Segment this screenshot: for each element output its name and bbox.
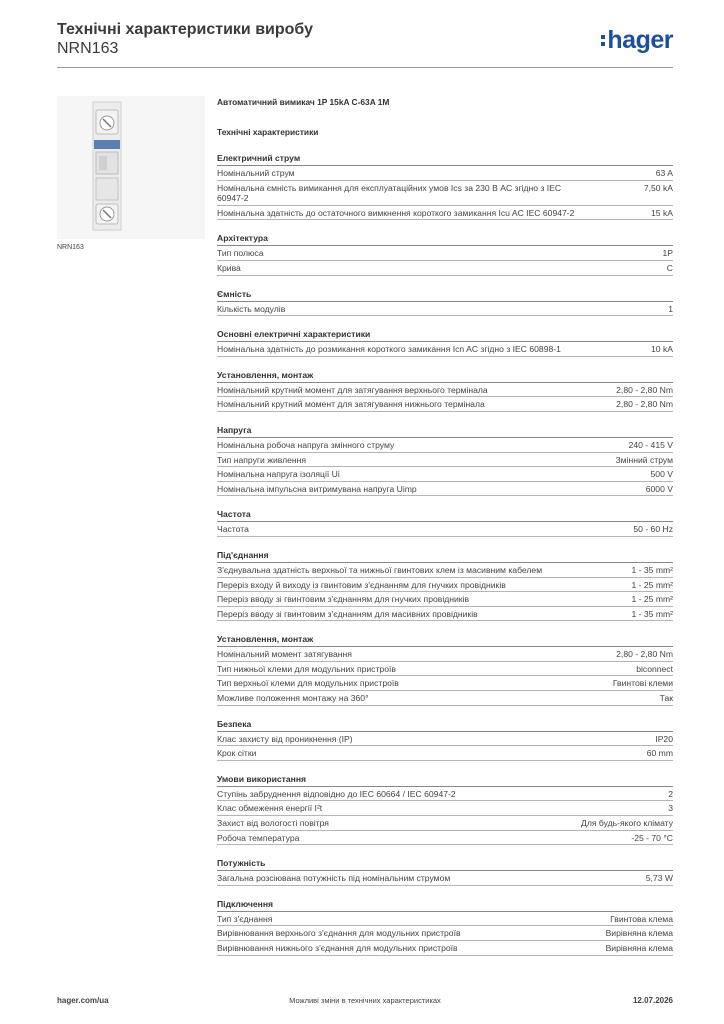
tech-specs-heading: Технічні характеристики: [217, 127, 319, 137]
product-image: [57, 96, 205, 239]
spec-row: [217, 246, 673, 261]
spec-section: [217, 508, 673, 537]
spec-label: Загальна розсіювана потужність під номінальним струмом: [217, 873, 451, 884]
spec-section: [217, 232, 673, 275]
spec-value: Так: [659, 693, 673, 704]
spec-label: Захист від вологості повітря: [217, 818, 329, 829]
product-code: NRN163: [57, 40, 119, 57]
spec-row: [217, 206, 673, 221]
spec-label: Можливе положення монтажу на 360°: [217, 693, 369, 704]
spec-row: [217, 691, 673, 706]
spec-row: [217, 467, 673, 482]
spec-value: 63 A: [655, 168, 673, 178]
spec-value: 60 mm: [646, 748, 673, 759]
footer-website: hager.com/ua: [57, 996, 109, 1005]
spec-section: [217, 369, 673, 412]
spec-label: Крива: [217, 262, 241, 273]
header-divider: [57, 67, 673, 68]
spec-row: [217, 746, 673, 761]
spec-label: Переріз входу й виходу із гвинтовим з'єднанням для гнучких провідників: [217, 579, 506, 590]
spec-row: [217, 522, 673, 537]
spec-value: C: [666, 262, 673, 273]
spec-value: 2,80 - 2,80 Nm: [616, 384, 673, 395]
spec-label: Тип нижньої клеми для модульних пристроїв: [217, 663, 396, 674]
spec-value: 500 V: [650, 469, 673, 480]
spec-label: З'єднувальна здатність верхньої та нижньої гвинтових клем із масивним кабелем: [217, 564, 543, 575]
spec-section: [217, 424, 673, 496]
spec-label: Номінальна здатність до розмикання короткого замикання Icn AC згідно з IEC 60898-1: [217, 344, 561, 355]
spec-row: [217, 563, 673, 578]
spec-value: 2,80 - 2,80 Nm: [616, 649, 673, 660]
spec-label: Номінальний струм: [217, 168, 295, 178]
footer-date: 12.07.2026: [632, 996, 673, 1005]
spec-label: Тип напруги живлення: [217, 454, 307, 465]
spec-label: Тип з'єднання: [217, 913, 273, 924]
spec-section: [217, 549, 673, 621]
spec-value: 7,50 kA: [643, 182, 673, 193]
section-title: Ємність: [217, 288, 673, 302]
spec-row: [217, 662, 673, 677]
spec-row: [217, 831, 673, 846]
section-title: Під'єднання: [217, 549, 673, 563]
spec-value: 1 - 35 mm²: [631, 608, 673, 619]
section-title: Потужність: [217, 857, 673, 871]
spec-label: Переріз вводу зі гвинтовим з'єднанням для гнучких провідників: [217, 594, 470, 605]
spec-row: [217, 453, 673, 468]
spec-row: [217, 816, 673, 831]
spec-section: [217, 857, 673, 886]
spec-section: [217, 288, 673, 317]
spec-label: Номінальна робоча напруга змінного струму: [217, 439, 395, 450]
spec-label: Тип верхньої клеми для модульних пристроїв: [217, 678, 399, 689]
spec-row: [217, 732, 673, 747]
spec-value: Змінний струм: [615, 454, 673, 465]
page-title: Технічні характеристики виробу: [57, 21, 313, 38]
spec-label: Тип полюса: [217, 248, 264, 259]
spec-value: 5,73 W: [645, 873, 673, 884]
spec-row: [217, 578, 673, 593]
spec-row: [217, 181, 673, 206]
section-title: Архітектура: [217, 232, 673, 246]
section-title: Електричний струм: [217, 152, 673, 166]
spec-value: 3: [668, 803, 673, 814]
spec-section: [217, 773, 673, 845]
spec-value: 15 kA: [651, 207, 673, 218]
spec-value: Для будь-якого клімату: [581, 818, 673, 829]
spec-label: Робоча температура: [217, 832, 300, 843]
spec-label: Номінальна напруга ізоляції Ui: [217, 469, 340, 480]
spec-label: Клас обмеження енергії I²t: [217, 803, 323, 814]
spec-value: 10 kA: [651, 344, 673, 355]
spec-row: [217, 676, 673, 691]
spec-value: Гвинтова клема: [610, 913, 673, 924]
spec-label: Номінальний момент затягування: [217, 649, 352, 660]
section-title: Основні електричні характеристики: [217, 328, 673, 342]
spec-row: [217, 801, 673, 816]
section-title: Умови використання: [217, 773, 673, 787]
spec-row: [217, 342, 673, 357]
logo-dots-icon: [601, 35, 605, 49]
spec-row: [217, 261, 673, 276]
spec-value: 1 - 25 mm²: [631, 594, 673, 605]
footer-disclaimer: Можливі зміни в технічних характеристиках: [289, 996, 441, 1005]
spec-section: [217, 898, 673, 956]
spec-label: Номінальна ємність вимикання для експлуатаційних умов Ics за 230 В AC згідно з IEC 60947-2: [217, 182, 562, 204]
spec-label: Крок сітки: [217, 748, 257, 759]
spec-value: 1 - 25 mm²: [631, 579, 673, 590]
spec-label: Вирівнювання нижнього з'єднання для модульних пристроїв: [217, 943, 458, 953]
spec-value: 1 - 35 mm²: [631, 564, 673, 575]
section-title: Безпека: [217, 718, 673, 732]
spec-row: [217, 941, 673, 956]
spec-label: Номінальна імпульсна витримувана напруга Uimp: [217, 483, 417, 494]
spec-label: Номінальний крутний момент для затягування нижнього термінала: [217, 399, 485, 410]
section-title: Частота: [217, 508, 673, 522]
spec-label: Частота: [217, 524, 249, 535]
spec-value: Вирівняна клема: [605, 928, 673, 939]
spec-value: Гвинтові клеми: [612, 678, 673, 689]
section-title: Установлення, монтаж: [217, 369, 673, 383]
section-title: Підключення: [217, 898, 673, 912]
spec-section: [217, 328, 673, 357]
section-title: Установлення, монтаж: [217, 633, 673, 647]
spec-value: biconnect: [636, 663, 673, 674]
spec-value: 6000 V: [645, 483, 673, 494]
spec-row: [217, 383, 673, 398]
spec-row: [217, 871, 673, 886]
spec-value: 2: [668, 788, 673, 799]
spec-section: [217, 152, 673, 220]
spec-label: Клас захисту від проникнення (IP): [217, 733, 353, 744]
spec-sections: [217, 152, 673, 956]
image-caption: NRN163: [57, 244, 84, 251]
hager-logo: hager: [601, 26, 673, 55]
spec-row: [217, 647, 673, 662]
spec-section: [217, 718, 673, 761]
spec-row: [217, 926, 673, 941]
spec-content: [217, 96, 673, 956]
spec-value: 240 - 415 V: [628, 439, 673, 450]
circuit-breaker-image: [57, 96, 205, 239]
spec-value: 50 - 60 Hz: [633, 524, 673, 535]
spec-value: IP20: [655, 733, 673, 744]
spec-row: [217, 592, 673, 607]
spec-row: [217, 438, 673, 453]
spec-value: -25 - 70 °C: [631, 832, 673, 843]
spec-section: [217, 633, 673, 705]
section-title: Напруга: [217, 424, 673, 438]
spec-label: Переріз вводу зі гвинтовим з'єднанням для масивних провідників: [217, 608, 478, 619]
spec-label: Номінальний крутний момент для затягування верхнього термінала: [217, 384, 488, 395]
spec-label: Номінальна здатність до остаточного вимкнення короткого замикання Icu AC IEC 60947-2: [217, 207, 575, 218]
spec-row: [217, 302, 673, 317]
spec-row: [217, 912, 673, 927]
spec-value: 1: [668, 303, 673, 314]
spec-value: Вирівняна клема: [605, 943, 673, 953]
spec-row: [217, 787, 673, 802]
spec-value: 2,80 - 2,80 Nm: [616, 399, 673, 410]
spec-label: Вирівнювання верхнього з'єднання для модульних пристроїв: [217, 928, 461, 939]
spec-label: Ступінь забруднення відповідно до IEC 60664 / IEC 60947-2: [217, 788, 456, 799]
spec-row: [217, 166, 673, 181]
spec-value: 1P: [662, 248, 673, 259]
spec-row: [217, 397, 673, 412]
page-header: [57, 20, 673, 58]
spec-row: [217, 607, 673, 622]
spec-row: [217, 482, 673, 497]
product-title: Автоматичний вимикач 1P 15kA C-63A 1M: [217, 97, 390, 107]
spec-label: Кількість модулів: [217, 303, 286, 314]
